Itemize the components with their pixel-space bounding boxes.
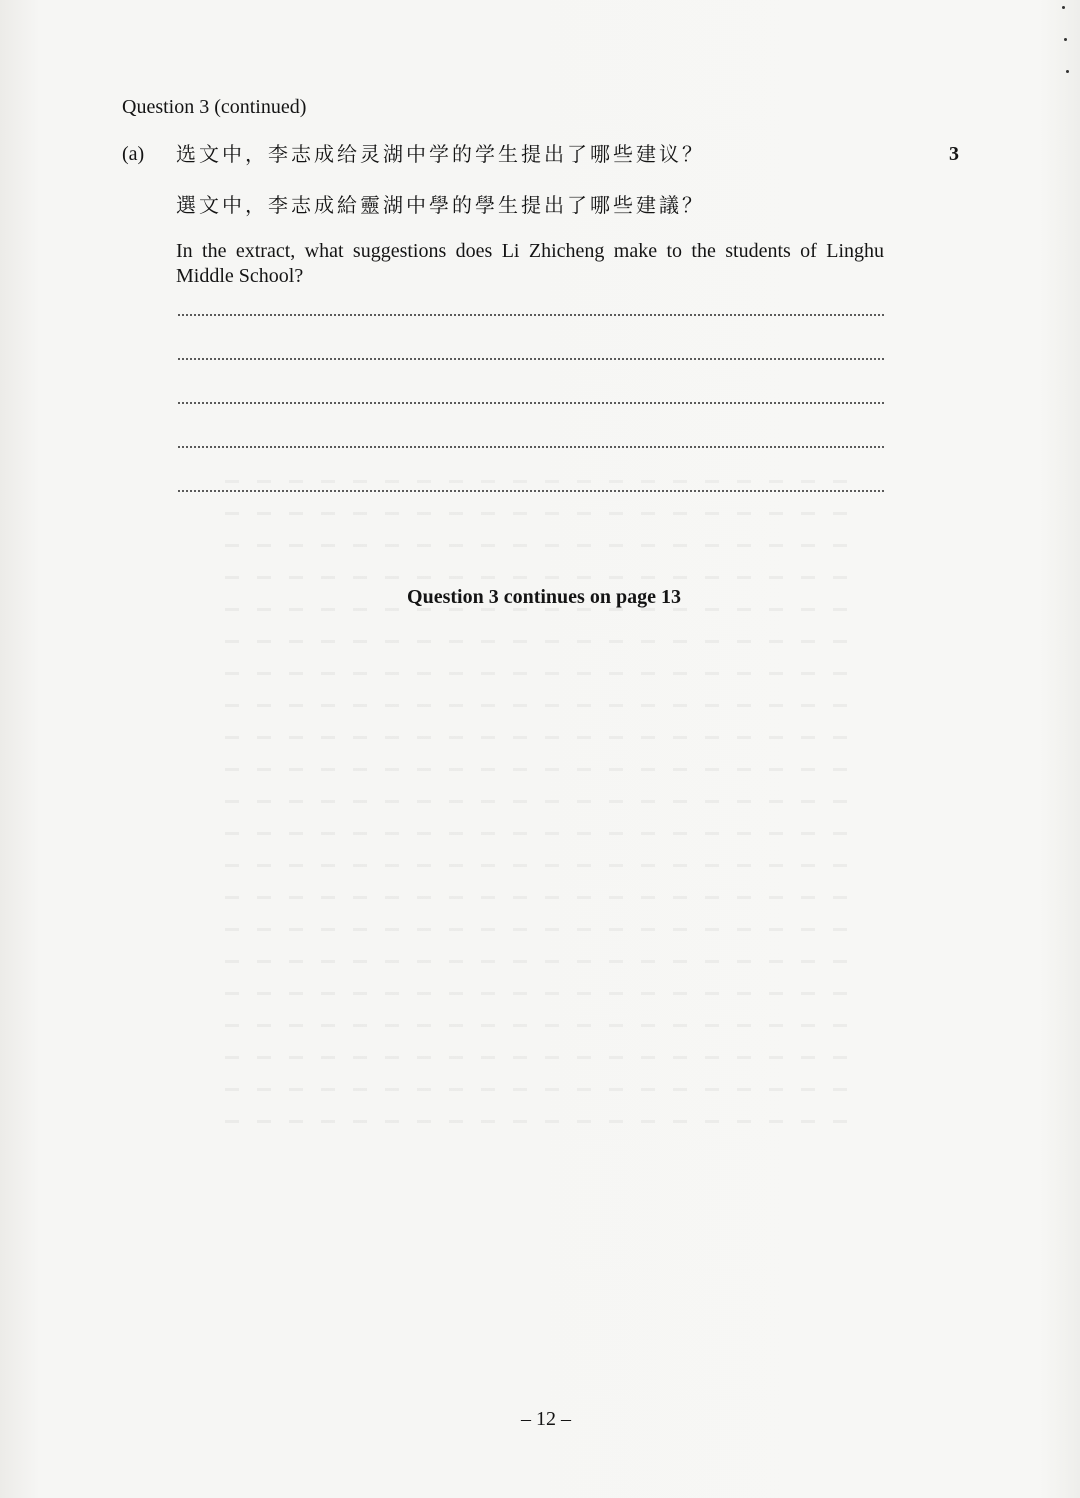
edge-mark	[1062, 6, 1065, 9]
page-number: – 12 –	[521, 1408, 571, 1430]
question-heading: Question 3 (continued)	[122, 96, 307, 118]
answer-lines	[178, 314, 884, 534]
edge-mark	[1066, 70, 1069, 73]
marks-value: 3	[949, 143, 959, 165]
question-text-traditional: 選文中，李志成給靈湖中學的學生提出了哪些建議？	[176, 193, 705, 217]
answer-line[interactable]	[178, 358, 884, 360]
continuation-note: Question 3 continues on page 13	[407, 586, 681, 608]
question-text-simplified: 选文中，李志成给灵湖中学的学生提出了哪些建议？	[176, 142, 705, 166]
answer-line[interactable]	[178, 314, 884, 316]
question-text-english: In the extract, what suggestions does Li Zhicheng make to the students of Linghu Middle School?	[176, 240, 884, 287]
edge-mark	[1064, 38, 1067, 41]
answer-line[interactable]	[178, 490, 884, 492]
answer-line[interactable]	[178, 402, 884, 404]
part-label: (a)	[122, 143, 145, 165]
answer-line[interactable]	[178, 446, 884, 448]
